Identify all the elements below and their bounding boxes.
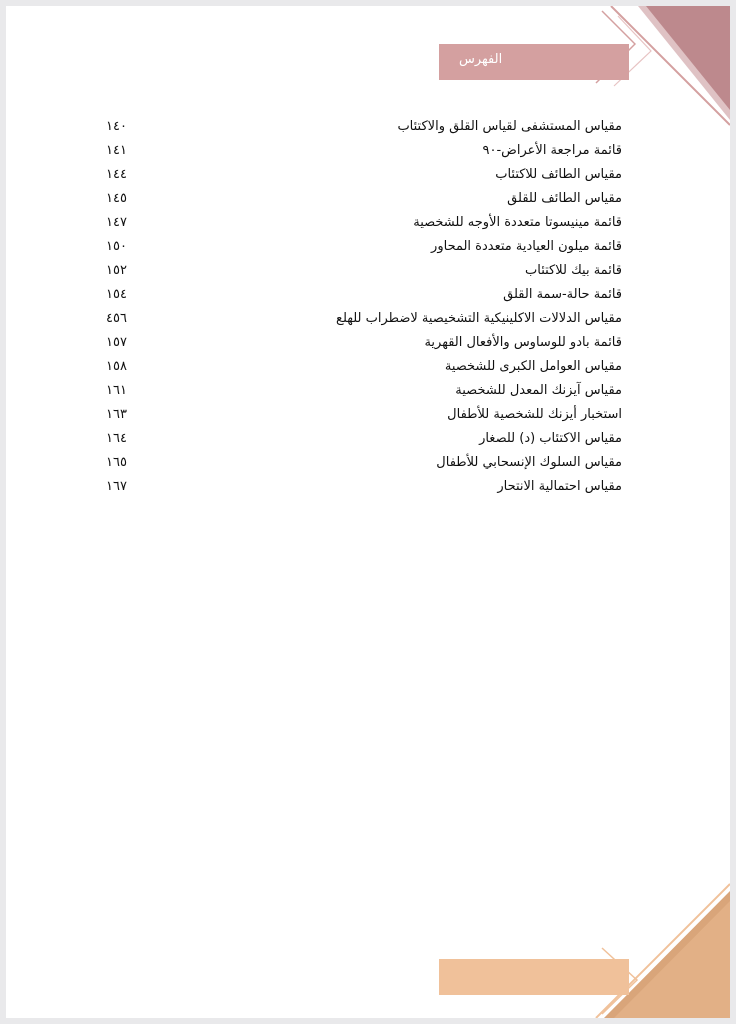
page-title: الفهرس	[459, 52, 503, 67]
toc-entry	[106, 306, 622, 330]
toc-entry-page-number: ١٥٨	[106, 358, 127, 374]
toc-entry-page-number: ١٦٥	[106, 454, 127, 470]
toc-entry-page-number: ١٤٤	[106, 166, 127, 182]
toc-entry	[106, 378, 622, 402]
toc-entry-title: مقياس الاكتئاب (د) للصغار	[479, 430, 622, 446]
toc-entry	[106, 426, 622, 450]
toc-entry	[106, 138, 622, 162]
toc-entry	[106, 354, 622, 378]
toc-entry-page-number: ١٤٠	[106, 118, 127, 134]
toc-entry-page-number: ١٦١	[106, 382, 127, 398]
toc-entry	[106, 186, 622, 210]
toc-entry-title: استخبار أيزنك للشخصية للأطفال	[447, 406, 622, 422]
toc-entry-page-number: ٤٥٦	[106, 310, 127, 326]
toc-entry	[106, 282, 622, 306]
toc-entry-page-number: ١٥٠	[106, 238, 127, 254]
toc-entry-page-number: ١٥٢	[106, 262, 127, 278]
toc-entry-title: مقياس احتمالية الانتحار	[497, 478, 622, 494]
toc-entry-page-number: ١٤٥	[106, 190, 127, 206]
toc-entry	[106, 258, 622, 282]
toc-entry-title: قائمة ميلون العيادية متعددة المحاور	[431, 238, 622, 254]
toc-entry	[106, 450, 622, 474]
toc-entry-page-number: ١٤٧	[106, 214, 127, 230]
toc-entry	[106, 234, 622, 258]
toc-entry-title: قائمة مراجعة الأعراض-٩٠	[482, 142, 622, 158]
toc-entry-page-number: ١٦٤	[106, 430, 127, 446]
toc-entry-title: قائمة بيك للاكتئاب	[525, 262, 622, 278]
toc-entry-title: مقياس العوامل الكبرى للشخصية	[444, 358, 622, 374]
toc-entry	[106, 162, 622, 186]
toc-entry-page-number: ١٥٧	[106, 334, 127, 350]
toc-entry-title: قائمة مينيسوتا متعددة الأوجه للشخصية	[413, 214, 622, 230]
toc-entry-title: مقياس الطائف للاكتئاب	[495, 166, 622, 182]
toc-entry-title: مقياس المستشفى لقياس القلق والاكتئاب	[397, 118, 622, 134]
toc-entry	[106, 402, 622, 426]
toc-entry-page-number: ١٦٧	[106, 478, 127, 494]
toc-entry	[106, 474, 622, 498]
toc-entry-title: مقياس السلوك الإنسحابي للأطفال	[436, 454, 622, 470]
document-page	[6, 6, 730, 1018]
toc-entry-page-number: ١٤١	[106, 142, 127, 158]
toc-entry-page-number: ١٥٤	[106, 286, 127, 302]
toc-entry-title: قائمة بادو للوساوس والأفعال القهرية	[424, 334, 622, 350]
toc-entry-page-number: ١٦٣	[106, 406, 127, 422]
footer-band	[439, 959, 629, 995]
toc-entry-title: مقياس الطائف للقلق	[507, 190, 622, 206]
toc-entry	[106, 330, 622, 354]
table-of-contents	[106, 114, 622, 498]
toc-entry	[106, 210, 622, 234]
toc-entry-title: مقياس الدلالات الاكلينيكية التشخيصية لاضطراب للهلع	[336, 310, 622, 326]
toc-entry-title: قائمة حالة-سمة القلق	[503, 286, 622, 302]
toc-entry	[106, 114, 622, 138]
toc-entry-title: مقياس آيزنك المعدل للشخصية	[455, 382, 622, 398]
